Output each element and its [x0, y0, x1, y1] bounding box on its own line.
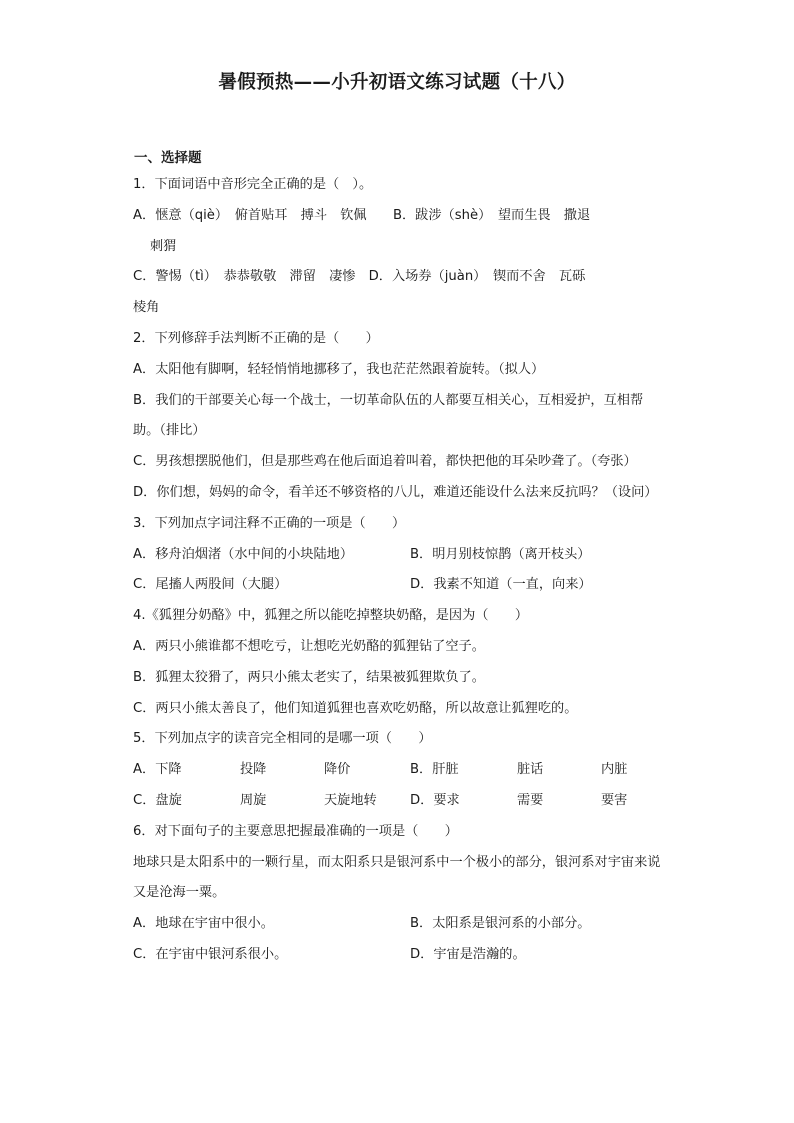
question-1-option-cd: C．警惕（tì） 恭恭敬敬 滞留 凄惨 D．入场券（juàn） 锲而不舍 瓦砾 [133, 269, 586, 285]
question-6-options-row-2 [133, 940, 663, 971]
question-3-option-b: B．明月别枝惊鹊（离开枝头） [410, 546, 591, 562]
question-3-options-row-1 [133, 540, 663, 571]
question-6-option-c: C．在宇宙中银河系很小。 [133, 946, 288, 962]
question-3-options-row-2 [133, 570, 663, 601]
question-4-option-b: B．狐狸太狡猾了，两只小熊太老实了，结果被狐狸欺负了。 [133, 669, 485, 685]
question-3-option-c: C．尾搐人两股间（大腿） [133, 577, 288, 593]
section-heading: 一、选择题 [134, 150, 202, 166]
question-3-option-d: D．我素不知道（一直，向来） [410, 577, 592, 593]
question-2-option-a: A．太阳他有脚啊，轻轻悄悄地挪移了，我也茫茫然跟着旋转。（拟人） [133, 361, 545, 377]
page-title: 暑假预热——小升初语文练习试题（十八） [218, 72, 576, 93]
question-1-option-d-cont: 棱角 [133, 300, 160, 316]
question-5-option-b: B．肝脏 [410, 762, 459, 778]
question-1-stem: 1．下面词语中音形完全正确的是（ ）。 [133, 177, 373, 192]
question-5-stem: 5．下列加点字的读音完全相同的是哪一项（ ） [133, 731, 432, 747]
question-5-option-d: D．要求 [410, 792, 460, 808]
question-list [133, 170, 663, 971]
question-1-option-ab: A．惬意（qiè） 俯首贴耳 搏斗 钦佩 B．跋涉（shè） 望而生畏 撒退 [133, 207, 591, 223]
question-5-word: 需要 [517, 792, 544, 808]
question-5-options-row-2 [133, 786, 663, 817]
question-2-option-d: D．你们想，妈妈的命令，看羊还不够资格的八儿，难道还能设什么法来反抗吗？（设问） [133, 484, 658, 500]
question-6-option-b: B．太阳系是银河系的小部分。 [410, 916, 591, 932]
question-2-option-c: C．男孩想摆脱他们，但是那些鸡在他后面追着叫着，都快把他的耳朵吵聋了。（夸张） [133, 454, 637, 470]
question-6-option-a: A．地球在宇宙中很小。 [133, 916, 274, 932]
question-5-word: 内脏 [601, 762, 628, 778]
question-5-word: 要害 [601, 792, 628, 808]
question-5-word: 周旋 [240, 792, 267, 808]
question-6-stem: 6．对下面句子的主要意思把握最准确的一项是（ ） [133, 823, 458, 839]
question-3-option-a: A．移舟泊烟渚（水中间的小块陆地） [133, 546, 354, 562]
question-3-stem: 3．下列加点字词注释不正确的一项是（ ） [133, 515, 406, 531]
question-6-options-row-1 [133, 909, 663, 940]
question-2-option-b: B．我们的干部要关心每一个战士，一切革命队伍的人都要互相关心，互相爱护，互相帮助。（排比） [133, 392, 644, 439]
question-5-options-row-1 [133, 755, 663, 786]
question-5-word: 降价 [324, 762, 351, 778]
question-4-stem: 4.《狐狸分奶酪》中，狐狸之所以能吃掉整块奶酪，是因为（ ） [133, 608, 529, 624]
question-5-option-c: C．盘旋 [133, 792, 182, 808]
question-5-word: 天旋地转 [324, 792, 377, 808]
question-2-stem: 2．下列修辞手法判断不正确的是（ ） [133, 330, 379, 346]
question-6-passage: 地球只是太阳系中的一颗行星，而太阳系只是银河系中一个极小的部分，银河系对宇宙来说又是沧海一粟。 [133, 854, 661, 901]
question-1-option-b-cont: 刺猬 [150, 238, 177, 254]
question-5-word: 投降 [240, 762, 267, 778]
question-5-option-a: A．下降 [133, 762, 182, 778]
question-4-option-c: C．两只小熊太善良了，他们知道狐狸也喜欢吃奶酪，所以故意让狐狸吃的。 [133, 700, 578, 716]
question-5-word: 脏话 [517, 762, 544, 778]
question-6-option-d: D．宇宙是浩瀚的。 [410, 946, 526, 962]
question-4-option-a: A．两只小熊谁都不想吃亏，让想吃光奶酪的狐狸钻了空子。 [133, 638, 485, 654]
